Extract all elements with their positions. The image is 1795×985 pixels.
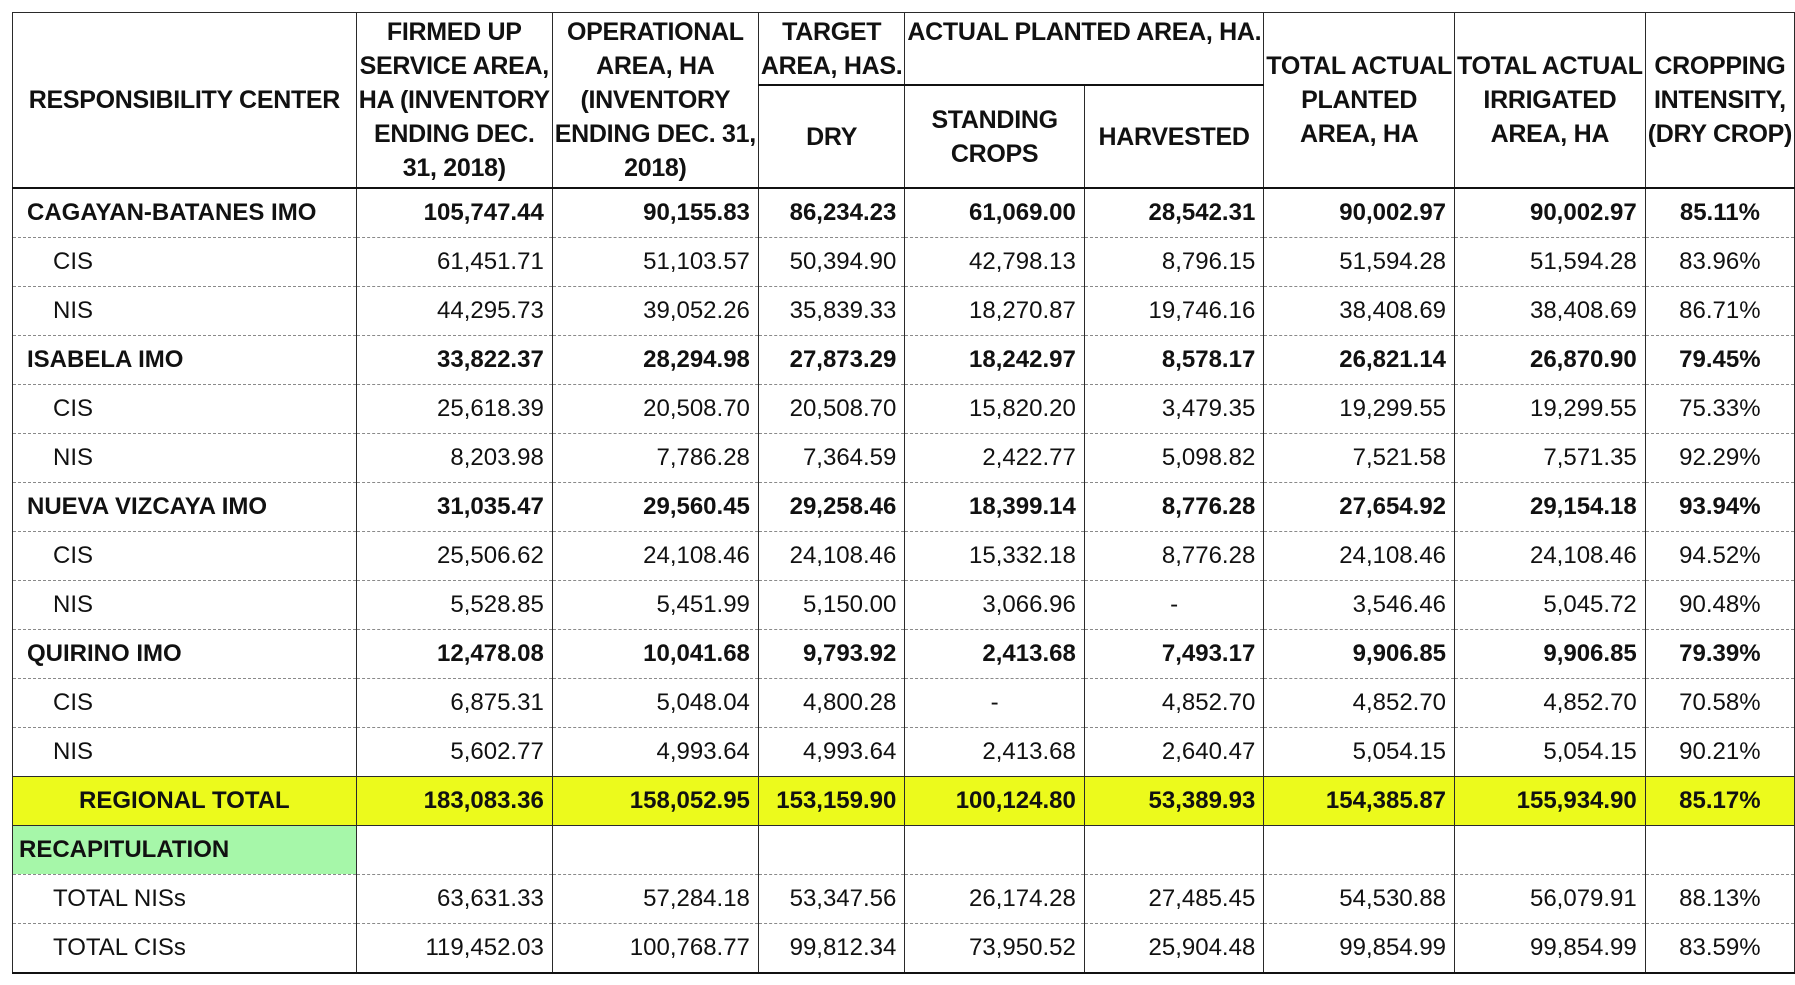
- target-dry-cell: 20,508.70: [758, 385, 904, 434]
- target-dry-cell: 29,258.46: [758, 483, 904, 532]
- header-line: HA (INVENTORY: [358, 86, 550, 114]
- total-irrigated-cell: 38,408.69: [1455, 287, 1646, 336]
- firmed-up-cell: 44,295.73: [356, 287, 552, 336]
- header-line: AREA, HA: [1299, 120, 1419, 148]
- cropping-intensity-cell: 75.33%: [1645, 385, 1794, 434]
- firmed-up-cell: 5,528.85: [356, 581, 552, 630]
- cropping-intensity-cell: 88.13%: [1645, 875, 1794, 924]
- name-cell: CAGAYAN-BATANES IMO: [13, 188, 357, 238]
- table-row: [13, 532, 1795, 581]
- target-dry-cell: 50,394.90: [758, 238, 904, 287]
- cropping-intensity-cell: [1645, 826, 1794, 875]
- firmed-up-cell: 31,035.47: [356, 483, 552, 532]
- harvested-cell: 28,542.31: [1084, 188, 1263, 238]
- total-irrigated-cell: 9,906.85: [1455, 630, 1646, 679]
- target-dry-cell: 53,347.56: [758, 875, 904, 924]
- operational-cell: 7,786.28: [552, 434, 758, 483]
- harvested-cell: 8,796.15: [1084, 238, 1263, 287]
- firmed-up-cell: 183,083.36: [356, 777, 552, 826]
- cropping-intensity-cell: 85.17%: [1645, 777, 1794, 826]
- name-cell: CIS: [13, 679, 357, 728]
- total-planted-cell: 24,108.46: [1264, 532, 1455, 581]
- total-planted-cell: 4,852.70: [1264, 679, 1455, 728]
- harvested-cell: 8,578.17: [1084, 336, 1263, 385]
- harvested-cell: [1084, 826, 1263, 875]
- total-planted-cell: 51,594.28: [1264, 238, 1455, 287]
- table-row: [13, 679, 1795, 728]
- harvested-cell: 2,640.47: [1084, 728, 1263, 777]
- header-actual-planted-area: ACTUAL PLANTED AREA, HA.: [905, 13, 1264, 86]
- harvested-cell: 3,479.35: [1084, 385, 1263, 434]
- standing-crops-cell: 2,413.68: [905, 630, 1084, 679]
- operational-cell: 20,508.70: [552, 385, 758, 434]
- standing-crops-cell: 18,242.97: [905, 336, 1084, 385]
- firmed-up-cell: 25,506.62: [356, 532, 552, 581]
- header-total-actual-planted: [1264, 13, 1455, 189]
- header-line: TOTAL ACTUAL: [1457, 52, 1643, 80]
- imo-group-row: [13, 630, 1795, 679]
- total-planted-cell: 38,408.69: [1264, 287, 1455, 336]
- standing-crops-cell: 3,066.96: [905, 581, 1084, 630]
- standing-crops-cell: -: [905, 679, 1084, 728]
- cropping-intensity-cell: 83.96%: [1645, 238, 1794, 287]
- target-dry-cell: 153,159.90: [758, 777, 904, 826]
- total-planted-cell: 7,521.58: [1264, 434, 1455, 483]
- table-body: [13, 188, 1795, 973]
- harvested-cell: 25,904.48: [1084, 924, 1263, 974]
- harvested-cell: 19,746.16: [1084, 287, 1263, 336]
- name-cell: TOTAL NISs: [13, 875, 357, 924]
- cropping-intensity-cell: 79.39%: [1645, 630, 1794, 679]
- firmed-up-cell: 8,203.98: [356, 434, 552, 483]
- total-irrigated-cell: 26,870.90: [1455, 336, 1646, 385]
- header-line: 31, 2018): [402, 154, 506, 182]
- firmed-up-cell: 105,747.44: [356, 188, 552, 238]
- total-planted-cell: [1264, 826, 1455, 875]
- total-irrigated-cell: 5,045.72: [1455, 581, 1646, 630]
- firmed-up-cell: 61,451.71: [356, 238, 552, 287]
- standing-crops-cell: 2,413.68: [905, 728, 1084, 777]
- standing-crops-cell: 2,422.77: [905, 434, 1084, 483]
- target-dry-cell: [758, 826, 904, 875]
- target-dry-cell: 4,800.28: [758, 679, 904, 728]
- standing-crops-cell: 42,798.13: [905, 238, 1084, 287]
- name-cell: ISABELA IMO: [13, 336, 357, 385]
- operational-cell: 10,041.68: [552, 630, 758, 679]
- total-irrigated-cell: 155,934.90: [1455, 777, 1646, 826]
- name-cell: NIS: [13, 434, 357, 483]
- operational-cell: 39,052.26: [552, 287, 758, 336]
- harvested-cell: 8,776.28: [1084, 483, 1263, 532]
- harvested-cell: 7,493.17: [1084, 630, 1263, 679]
- name-cell: QUIRINO IMO: [13, 630, 357, 679]
- cropping-intensity-cell: 93.94%: [1645, 483, 1794, 532]
- header-line: CROPPING: [1654, 52, 1786, 80]
- total-irrigated-cell: 99,854.99: [1455, 924, 1646, 974]
- standing-crops-cell: 18,399.14: [905, 483, 1084, 532]
- firmed-up-cell: [356, 826, 552, 875]
- recapitulation-row: [13, 826, 1795, 875]
- total-planted-cell: 3,546.46: [1264, 581, 1455, 630]
- target-dry-cell: 86,234.23: [758, 188, 904, 238]
- header-line: ENDING DEC. 31,: [554, 120, 756, 148]
- table-row: [13, 287, 1795, 336]
- table-header: [13, 13, 1795, 189]
- standing-crops-cell: 73,950.52: [905, 924, 1084, 974]
- standing-crops-cell: 61,069.00: [905, 188, 1084, 238]
- harvested-cell: 5,098.82: [1084, 434, 1263, 483]
- header-line: PLANTED: [1301, 86, 1418, 114]
- total-planted-cell: 54,530.88: [1264, 875, 1455, 924]
- total-planted-cell: 5,054.15: [1264, 728, 1455, 777]
- header-line: STANDING: [931, 105, 1058, 134]
- total-irrigated-cell: 51,594.28: [1455, 238, 1646, 287]
- header-line: FIRMED UP: [386, 18, 522, 46]
- cropping-intensity-cell: 90.21%: [1645, 728, 1794, 777]
- target-dry-cell: 35,839.33: [758, 287, 904, 336]
- header-total-actual-irrigated: [1455, 13, 1646, 189]
- operational-cell: 5,048.04: [552, 679, 758, 728]
- header-operational-area: [552, 13, 758, 189]
- operational-cell: 100,768.77: [552, 924, 758, 974]
- name-cell: CIS: [13, 238, 357, 287]
- table-row: [13, 875, 1795, 924]
- target-dry-cell: 7,364.59: [758, 434, 904, 483]
- name-cell: RECAPITULATION: [13, 826, 357, 875]
- header-line: (INVENTORY: [580, 86, 731, 114]
- cropping-intensity-cell: 85.11%: [1645, 188, 1794, 238]
- total-irrigated-cell: 56,079.91: [1455, 875, 1646, 924]
- irrigation-area-table: [12, 12, 1795, 974]
- table-row: [13, 238, 1795, 287]
- harvested-cell: -: [1084, 581, 1263, 630]
- name-cell: CIS: [13, 532, 357, 581]
- cropping-intensity-cell: 94.52%: [1645, 532, 1794, 581]
- operational-cell: 5,451.99: [552, 581, 758, 630]
- total-planted-cell: 154,385.87: [1264, 777, 1455, 826]
- total-irrigated-cell: 7,571.35: [1455, 434, 1646, 483]
- total-irrigated-cell: 4,852.70: [1455, 679, 1646, 728]
- table-row: [13, 581, 1795, 630]
- header-line: SERVICE AREA,: [359, 52, 549, 80]
- cropping-intensity-cell: 83.59%: [1645, 924, 1794, 974]
- firmed-up-cell: 5,602.77: [356, 728, 552, 777]
- standing-crops-cell: 15,332.18: [905, 532, 1084, 581]
- total-planted-cell: 26,821.14: [1264, 336, 1455, 385]
- header-line: 2018): [624, 154, 687, 182]
- name-cell: NIS: [13, 287, 357, 336]
- operational-cell: 28,294.98: [552, 336, 758, 385]
- header-line: TOTAL ACTUAL: [1266, 52, 1453, 80]
- total-irrigated-cell: 24,108.46: [1455, 532, 1646, 581]
- total-irrigated-cell: 29,154.18: [1455, 483, 1646, 532]
- operational-cell: 158,052.95: [552, 777, 758, 826]
- header-standing-crops: [905, 85, 1084, 188]
- standing-crops-cell: 18,270.87: [905, 287, 1084, 336]
- table-row: [13, 434, 1795, 483]
- table-row: [13, 728, 1795, 777]
- harvested-cell: 27,485.45: [1084, 875, 1263, 924]
- header-target-area: [758, 13, 904, 86]
- operational-cell: 29,560.45: [552, 483, 758, 532]
- target-dry-cell: 24,108.46: [758, 532, 904, 581]
- operational-cell: 90,155.83: [552, 188, 758, 238]
- harvested-cell: 53,389.93: [1084, 777, 1263, 826]
- header-line: (DRY CROP): [1647, 120, 1792, 148]
- total-planted-cell: 27,654.92: [1264, 483, 1455, 532]
- standing-crops-cell: 26,174.28: [905, 875, 1084, 924]
- cropping-intensity-cell: 90.48%: [1645, 581, 1794, 630]
- name-cell: CIS: [13, 385, 357, 434]
- operational-cell: 57,284.18: [552, 875, 758, 924]
- header-line: OPERATIONAL: [566, 18, 744, 46]
- total-irrigated-cell: 90,002.97: [1455, 188, 1646, 238]
- operational-cell: [552, 826, 758, 875]
- total-irrigated-cell: [1455, 826, 1646, 875]
- cropping-intensity-cell: 86.71%: [1645, 287, 1794, 336]
- imo-group-row: [13, 483, 1795, 532]
- target-dry-cell: 4,993.64: [758, 728, 904, 777]
- header-line: TARGET: [782, 18, 882, 46]
- standing-crops-cell: 100,124.80: [905, 777, 1084, 826]
- name-cell: REGIONAL TOTAL: [13, 777, 357, 826]
- imo-group-row: [13, 188, 1795, 238]
- imo-group-row: [13, 336, 1795, 385]
- header-line: ENDING DEC.: [373, 120, 535, 148]
- firmed-up-cell: 12,478.08: [356, 630, 552, 679]
- operational-cell: 24,108.46: [552, 532, 758, 581]
- operational-cell: 4,993.64: [552, 728, 758, 777]
- harvested-cell: 8,776.28: [1084, 532, 1263, 581]
- harvested-cell: 4,852.70: [1084, 679, 1263, 728]
- total-planted-cell: 9,906.85: [1264, 630, 1455, 679]
- header-line: AREA, HAS.: [760, 52, 903, 80]
- cropping-intensity-cell: 79.45%: [1645, 336, 1794, 385]
- standing-crops-cell: [905, 826, 1084, 875]
- table-row: [13, 385, 1795, 434]
- firmed-up-cell: 6,875.31: [356, 679, 552, 728]
- firmed-up-cell: 63,631.33: [356, 875, 552, 924]
- name-cell: NIS: [13, 728, 357, 777]
- total-planted-cell: 90,002.97: [1264, 188, 1455, 238]
- name-cell: TOTAL CISs: [13, 924, 357, 974]
- header-firmed-up-service-area: [356, 13, 552, 189]
- header-harvested: HARVESTED: [1084, 85, 1263, 188]
- cropping-intensity-cell: 70.58%: [1645, 679, 1794, 728]
- firmed-up-cell: 25,618.39: [356, 385, 552, 434]
- target-dry-cell: 9,793.92: [758, 630, 904, 679]
- target-dry-cell: 99,812.34: [758, 924, 904, 974]
- total-planted-cell: 19,299.55: [1264, 385, 1455, 434]
- header-line: CROPS: [950, 139, 1039, 168]
- standing-crops-cell: 15,820.20: [905, 385, 1084, 434]
- header-line: AREA, HA: [1490, 120, 1610, 148]
- regional-total-row: [13, 777, 1795, 826]
- target-dry-cell: 27,873.29: [758, 336, 904, 385]
- total-irrigated-cell: 19,299.55: [1455, 385, 1646, 434]
- header-dry: DRY: [758, 85, 904, 188]
- table-row: [13, 924, 1795, 974]
- header-line: IRRIGATED: [1483, 86, 1617, 114]
- header-line: INTENSITY,: [1654, 86, 1786, 114]
- cropping-intensity-cell: 92.29%: [1645, 434, 1794, 483]
- total-irrigated-cell: 5,054.15: [1455, 728, 1646, 777]
- header-line: AREA, HA: [596, 52, 715, 80]
- name-cell: NIS: [13, 581, 357, 630]
- operational-cell: 51,103.57: [552, 238, 758, 287]
- target-dry-cell: 5,150.00: [758, 581, 904, 630]
- header-responsibility-center: RESPONSIBILITY CENTER: [13, 13, 357, 189]
- name-cell: NUEVA VIZCAYA IMO: [13, 483, 357, 532]
- header-cropping-intensity: [1645, 13, 1794, 189]
- firmed-up-cell: 33,822.37: [356, 336, 552, 385]
- firmed-up-cell: 119,452.03: [356, 924, 552, 974]
- total-planted-cell: 99,854.99: [1264, 924, 1455, 974]
